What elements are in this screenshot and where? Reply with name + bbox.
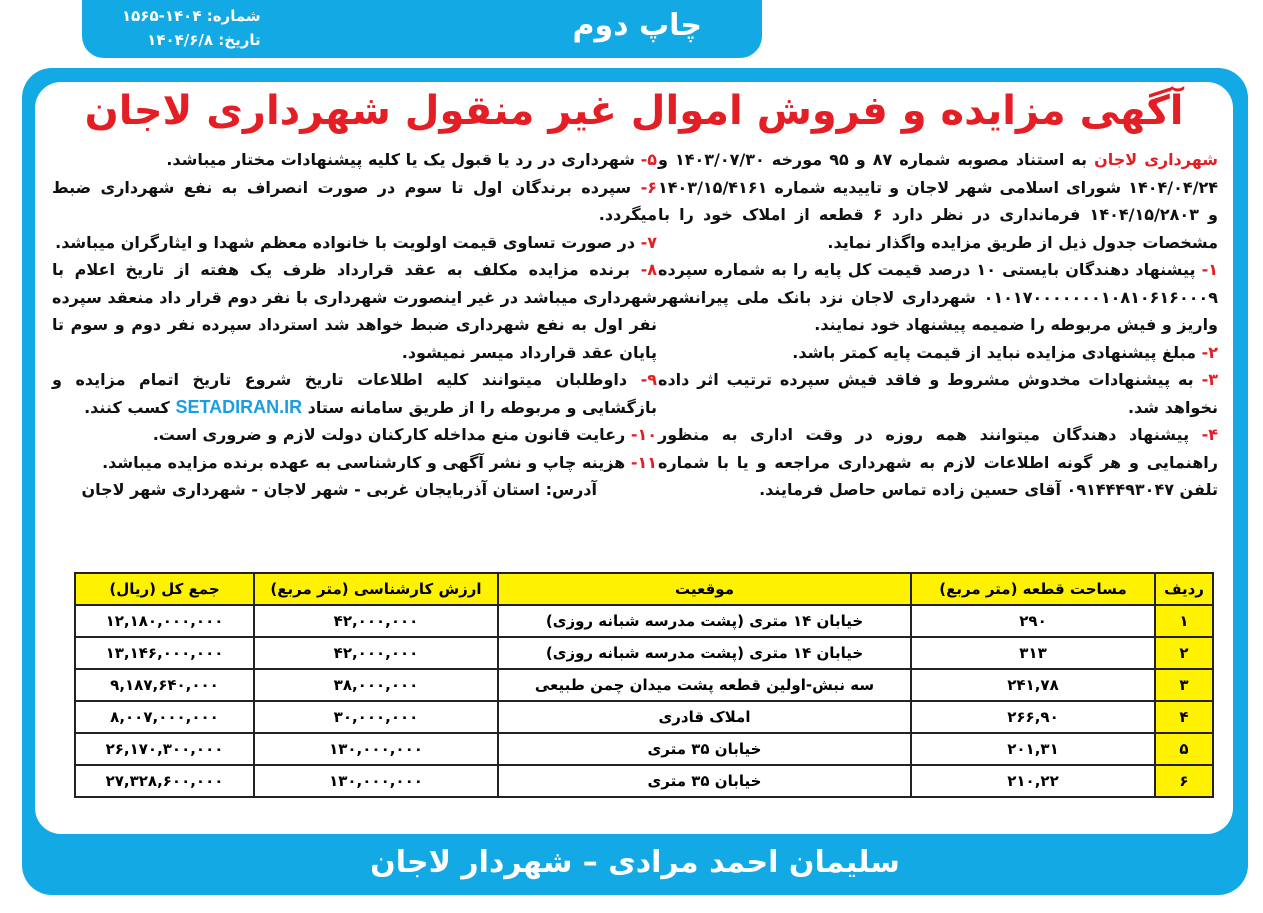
clause	[52, 174, 657, 229]
location-cell: خیابان ۱۴ متری (پشت مدرسه شبانه روزی)	[498, 605, 911, 637]
left-column	[52, 146, 657, 504]
clause-number: ۱۰-	[630, 425, 657, 444]
col-total: جمع کل (ریال)	[75, 573, 254, 605]
location-cell: خیابان ۱۴ متری (پشت مدرسه شبانه روزی)	[498, 637, 911, 669]
clause-number: ۴-	[1201, 425, 1218, 444]
clause-number: ۷-	[640, 232, 657, 252]
appraisal-cell: ۳۰,۰۰۰,۰۰۰	[254, 701, 498, 733]
clause	[658, 366, 1218, 421]
clause-text: برنده مزایده مکلف به عقد قرارداد ظرف یک هفته از تاریخ اعلام با شهرداری میباشد در غیر اینصورت شهرداری با نفر دوم قرار داد منعقد سپرده نفر اول به نفع شهرداری ضبط خواهد شد استرداد سپرده نفر دوم و سوم تا پایان عقد قرارداد میسر نمیشود.	[52, 260, 657, 362]
clause-number: ۸-	[640, 260, 657, 279]
clause-text: مبلغ پیشنهادی مزایده نباید از قیمت پایه کمتر باشد.	[792, 342, 1202, 362]
clause-text: هزینه چاپ و نشر آگهی و کارشناسی به عهده برنده مزایده میباشد.	[102, 452, 631, 472]
edition-label: چاپ دوم	[572, 8, 702, 43]
clause	[658, 339, 1218, 367]
total-cell: ۹,۱۸۷,۶۴۰,۰۰۰	[75, 669, 254, 701]
total-cell: ۲۶,۱۷۰,۳۰۰,۰۰۰	[75, 733, 254, 765]
area-cell: ۲۶۶,۹۰	[911, 701, 1155, 733]
area-cell: ۳۱۳	[911, 637, 1155, 669]
area-cell: ۲۹۰	[911, 605, 1155, 637]
row-number-cell: ۲	[1155, 637, 1213, 669]
area-cell: ۲۴۱,۷۸	[911, 669, 1155, 701]
setadiran-link[interactable]: SETADIRAN.IR	[175, 396, 303, 417]
ad-title: آگهی مزایده و فروش اموال غیر منقول شهرداری لاجان	[84, 88, 1184, 134]
col-row-number: ردیف	[1155, 573, 1213, 605]
clause-text: شهرداری در رد یا قبول یک یا کلیه پیشنهادات مختار میباشد.	[166, 150, 641, 169]
clause-text: سپرده برندگان اول تا سوم در صورت انصراف به نفع شهرداری ضبط میگردد.	[52, 177, 657, 224]
row-number-cell: ۳	[1155, 669, 1213, 701]
row-number-cell: ۱	[1155, 605, 1213, 637]
appraisal-cell: ۱۳۰,۰۰۰,۰۰۰	[254, 765, 498, 797]
clause	[52, 366, 657, 421]
row-number-cell: ۶	[1155, 765, 1213, 797]
intro-text: به استناد مصوبه شماره ۸۷ و ۹۵ مورخه ۱۴۰۳/۰۷/۳۰ و ۱۴۰۴/۰۴/۲۴ شورای اسلامی شهر لاجان و تاییدیه شماره ۱۴۰۳/۱۵/۴۱۶۱ و ۱۴۰۴/۱۵/۲۸۰۳ فرمانداری در نظر دارد ۶ قطعه از املاک خود را با مشخصات جدول ذیل از طریق مزایده واگذار نماید.	[658, 150, 1219, 252]
appraisal-cell: ۱۳۰,۰۰۰,۰۰۰	[254, 733, 498, 765]
appraisal-cell: ۴۲,۰۰۰,۰۰۰	[254, 637, 498, 669]
clause-number: ۹-	[640, 370, 657, 389]
total-cell: ۲۷,۳۲۸,۶۰۰,۰۰۰	[75, 765, 254, 797]
edition-tab	[82, 0, 762, 58]
clause	[52, 229, 657, 257]
clause-number: ۱-	[1201, 260, 1219, 279]
clause-number: ۳-	[1201, 370, 1218, 389]
clause-text: داوطلبان میتوانند کلیه اطلاعات تاریخ شروع تاریخ اتمام مزایده و بازگشایی و مربوطه را از طریق سامانه ستاد	[52, 370, 657, 417]
issue-number: شماره: ۱۴۰۴-۱۵۶۵	[122, 7, 261, 25]
clause-number: ۶-	[640, 177, 657, 197]
col-appraisal: ارزش کارشناسی (متر مربع)	[254, 573, 498, 605]
clause-text: رعایت قانون منع مداخله کارکنان دولت لازم و ضروری است.	[152, 425, 631, 444]
appraisal-cell: ۳۸,۰۰۰,۰۰۰	[254, 669, 498, 701]
location-cell: املاک قادری	[498, 701, 911, 733]
area-cell: ۲۱۰,۲۲	[911, 765, 1155, 797]
right-column	[658, 146, 1218, 504]
table-row	[75, 733, 1213, 765]
total-cell: ۸,۰۰۷,۰۰۰,۰۰۰	[75, 701, 254, 733]
col-location: موقعیت	[498, 573, 911, 605]
row-number-cell: ۴	[1155, 701, 1213, 733]
location-cell: خیابان ۳۵ متری	[498, 765, 911, 797]
location-cell: خیابان ۳۵ متری	[498, 733, 911, 765]
row-number-cell: ۵	[1155, 733, 1213, 765]
clause	[52, 256, 657, 366]
clause-number: ۱۱-	[630, 452, 657, 472]
issue-date: تاریخ: ۱۴۰۴/۶/۸	[147, 31, 261, 49]
intro-paragraph	[658, 146, 1218, 256]
clause-text: در صورت تساوی قیمت اولویت با خانواده معظم شهدا و ایثارگران میباشد.	[55, 232, 641, 252]
issue-meta	[122, 4, 261, 52]
area-cell: ۲۰۱,۳۱	[911, 733, 1155, 765]
total-cell: ۱۲,۱۸۰,۰۰۰,۰۰۰	[75, 605, 254, 637]
clause	[658, 421, 1218, 504]
clause-text: پیشنهاد دهندگان میتوانند همه روزه در وقت اداری به منظور راهنمایی و هر گونه اطلاعات لازم به شهرداری مراجعه و یا با شماره تلفن ۰۹۱۴۴۴۹۳۰۴۷ آقای حسین زاده تماس حاصل فرمایند.	[658, 425, 1218, 499]
total-cell: ۱۳,۱۴۶,۰۰۰,۰۰۰	[75, 637, 254, 669]
clause	[52, 146, 657, 174]
intro-lead: شهرداری لاجان	[1094, 150, 1219, 169]
table-header-row	[75, 573, 1213, 605]
col-area: مساحت قطعه (متر مربع)	[911, 573, 1155, 605]
table-row	[75, 637, 1213, 669]
table-row	[75, 765, 1213, 797]
signature-footer: سلیمان احمد مرادی – شهردار لاجان	[370, 845, 900, 880]
clause	[52, 449, 657, 477]
table-row	[75, 605, 1213, 637]
appraisal-cell: ۴۲,۰۰۰,۰۰۰	[254, 605, 498, 637]
table-row	[75, 669, 1213, 701]
clause	[52, 421, 657, 449]
clause-text: پیشنهاد دهندگان بایستی ۱۰ درصد قیمت کل پایه را به شماره سپرده ۰۱۰۱۷۰۰۰۰۰۰۰۱۰۸۱۰۶۱۶۰۰۰۹ شهرداری لاجان نزد بانک ملی پیرانشهر واریز و فیش مربوطه را ضمیمه پیشنهاد خود نمایند.	[658, 260, 1218, 334]
address: آدرس: استان آذربایجان غربی - شهر لاجان - شهرداری شهر لاجان	[81, 480, 597, 499]
clause-text: به پیشنهادات مخدوش مشروط و فاقد فیش سپرده ترتیب اثر داده نخواهد شد.	[658, 370, 1218, 417]
clause-number: ۲-	[1201, 342, 1218, 362]
location-cell: سه نبش-اولین قطعه پشت میدان چمن طبیعی	[498, 669, 911, 701]
clause-text: کسب کنند.	[84, 397, 176, 417]
properties-table	[74, 572, 1214, 798]
clause	[658, 256, 1218, 339]
table-row	[75, 701, 1213, 733]
clause-number: ۵-	[640, 150, 657, 169]
